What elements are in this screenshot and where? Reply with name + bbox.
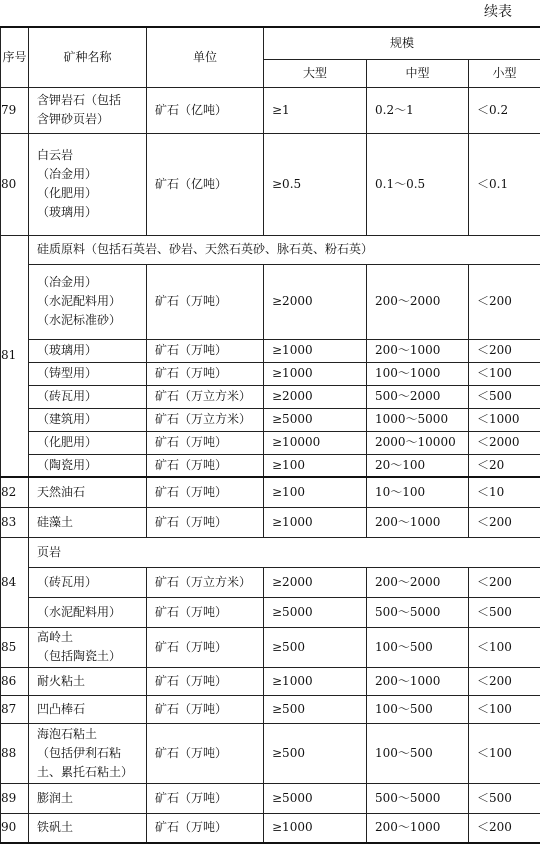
small-value: ＜200 — [469, 567, 540, 597]
medium-value: 0.2～1 — [367, 87, 469, 133]
row-number: 83 — [1, 507, 29, 537]
small-value: ＜500 — [469, 597, 540, 627]
large-value: ≥500 — [264, 695, 367, 723]
mineral-name — [29, 385, 147, 408]
table-row — [1, 537, 540, 567]
medium-value: 200～1000 — [367, 507, 469, 537]
name-line: （砖瓦用） — [37, 574, 98, 589]
large-value: ≥100 — [264, 477, 367, 507]
unit-cell: 矿石（万立方米） — [147, 408, 264, 431]
small-value: ＜200 — [469, 507, 540, 537]
table-row — [1, 627, 540, 667]
row-number: 90 — [1, 813, 29, 843]
mineral-name — [29, 723, 147, 783]
medium-value: 100～1000 — [367, 362, 469, 385]
medium-value: 100～500 — [367, 723, 469, 783]
large-value: ≥100 — [264, 454, 367, 477]
mineral-name — [29, 695, 147, 723]
name-line: （水泥配料用） — [37, 604, 122, 619]
row-number: 86 — [1, 667, 29, 695]
small-value: ＜2000 — [469, 431, 540, 454]
medium-value: 200～2000 — [367, 264, 469, 339]
large-value: ≥1000 — [264, 339, 367, 362]
name-line: （玻璃用） — [37, 343, 98, 357]
header-seq: 序号 — [1, 27, 29, 87]
name-line: （冶金用） — [37, 275, 98, 289]
mineral-name — [29, 362, 147, 385]
mineral-scale-table — [0, 26, 540, 844]
table-row — [1, 133, 540, 235]
small-value: ＜10 — [469, 477, 540, 507]
header-medium: 中型 — [367, 59, 469, 87]
medium-value: 200～2000 — [367, 567, 469, 597]
medium-value: 100～500 — [367, 627, 469, 667]
medium-value: 500～5000 — [367, 783, 469, 813]
table-row — [1, 695, 540, 723]
row-number: 81 — [1, 235, 29, 477]
name-line: 硅藻土 — [37, 514, 74, 529]
header-small: 小型 — [469, 59, 540, 87]
small-value: ＜200 — [469, 667, 540, 695]
medium-value: 500～2000 — [367, 385, 469, 408]
medium-value: 200～1000 — [367, 667, 469, 695]
unit-cell: 矿石（万吨） — [147, 813, 264, 843]
small-value: ＜0.2 — [469, 87, 540, 133]
mineral-name — [29, 264, 147, 339]
small-value: ＜200 — [469, 339, 540, 362]
name-line: 天然油石 — [37, 484, 86, 499]
name-line: （包括伊利石粘 — [37, 745, 122, 760]
large-value: ≥1 — [264, 87, 367, 133]
row-number: 82 — [1, 477, 29, 507]
table-row — [1, 507, 540, 537]
row-number: 88 — [1, 723, 29, 783]
large-value: ≥500 — [264, 723, 367, 783]
unit-cell: 矿石（万吨） — [147, 783, 264, 813]
unit-cell: 矿石（万吨） — [147, 477, 264, 507]
table-row — [1, 454, 540, 477]
name-line: 土、累托石粘土） — [37, 764, 134, 779]
medium-value: 2000～10000 — [367, 431, 469, 454]
mineral-name — [29, 477, 147, 507]
unit-cell: 矿石（万吨） — [147, 264, 264, 339]
unit-cell: 矿石（万吨） — [147, 339, 264, 362]
large-value: ≥2000 — [264, 385, 367, 408]
large-value: ≥2000 — [264, 567, 367, 597]
large-value: ≥500 — [264, 627, 367, 667]
group-title: 页岩 — [29, 537, 540, 567]
name-line: （冶金用） — [37, 167, 98, 181]
table-row — [1, 567, 540, 597]
large-value: ≥5000 — [264, 597, 367, 627]
large-value: ≥10000 — [264, 431, 367, 454]
table-row — [1, 264, 540, 339]
table-row — [1, 723, 540, 783]
small-value: ＜200 — [469, 264, 540, 339]
table-row — [1, 235, 540, 264]
name-line: （水泥标准砂） — [37, 313, 122, 327]
table-row — [1, 597, 540, 627]
medium-value: 200～1000 — [367, 813, 469, 843]
name-line: （化肥用） — [37, 435, 98, 449]
mineral-name — [29, 454, 147, 477]
name-line: （陶瓷用） — [37, 457, 98, 472]
unit-cell: 矿石（万立方米） — [147, 385, 264, 408]
mineral-name — [29, 133, 147, 235]
table-row — [1, 783, 540, 813]
name-line: 膨润土 — [37, 790, 74, 805]
unit-cell: 矿石（万吨） — [147, 627, 264, 667]
row-number: 79 — [1, 87, 29, 133]
name-line: 含钾砂页岩） — [37, 112, 110, 126]
large-value: ≥1000 — [264, 813, 367, 843]
continued-label: 续表 — [484, 4, 512, 20]
unit-cell: 矿石（万吨） — [147, 695, 264, 723]
header-mineral: 矿种名称 — [29, 27, 147, 87]
medium-value: 500～5000 — [367, 597, 469, 627]
unit-cell: 矿石（万吨） — [147, 362, 264, 385]
large-value: ≥5000 — [264, 408, 367, 431]
name-line: （水泥配料用） — [37, 294, 122, 308]
small-value: ＜500 — [469, 783, 540, 813]
medium-value: 10～100 — [367, 477, 469, 507]
table-row — [1, 362, 540, 385]
unit-cell: 矿石（亿吨） — [147, 133, 264, 235]
medium-value: 100～500 — [367, 695, 469, 723]
large-value: ≥5000 — [264, 783, 367, 813]
mineral-name — [29, 667, 147, 695]
row-number: 85 — [1, 627, 29, 667]
medium-value: 0.1～0.5 — [367, 133, 469, 235]
mineral-name — [29, 567, 147, 597]
large-value: ≥1000 — [264, 362, 367, 385]
medium-value: 20～100 — [367, 454, 469, 477]
name-line: 含钾岩石（包括 — [37, 93, 122, 107]
row-number: 89 — [1, 783, 29, 813]
small-value: ＜1000 — [469, 408, 540, 431]
large-value: ≥2000 — [264, 264, 367, 339]
table-row — [1, 339, 540, 362]
mineral-name — [29, 339, 147, 362]
table-row — [1, 431, 540, 454]
small-value: ＜100 — [469, 723, 540, 783]
name-line: （砖瓦用） — [37, 389, 98, 403]
name-line: （玻璃用） — [37, 205, 98, 219]
name-line: （建筑用） — [37, 412, 98, 426]
table-row — [1, 477, 540, 507]
unit-cell: 矿石（亿吨） — [147, 87, 264, 133]
header-scale: 规模 — [264, 27, 540, 59]
name-line: 凹凸棒石 — [37, 701, 86, 716]
name-line: （铸型用） — [37, 366, 98, 380]
mineral-name — [29, 813, 147, 843]
name-line: 高岭土 — [37, 630, 74, 644]
unit-cell: 矿石（万吨） — [147, 723, 264, 783]
name-line: 耐火粘土 — [37, 673, 86, 688]
row-number: 80 — [1, 133, 29, 235]
header-large: 大型 — [264, 59, 367, 87]
small-value: ＜500 — [469, 385, 540, 408]
unit-cell: 矿石（万吨） — [147, 667, 264, 695]
small-value: ＜100 — [469, 627, 540, 667]
name-line: （包括陶瓷土） — [37, 649, 122, 663]
table-row — [1, 813, 540, 843]
unit-cell: 矿石（万立方米） — [147, 567, 264, 597]
small-value: ＜20 — [469, 454, 540, 477]
table-row — [1, 408, 540, 431]
small-value: ＜200 — [469, 813, 540, 843]
mineral-name — [29, 507, 147, 537]
mineral-name — [29, 627, 147, 667]
medium-value: 200～1000 — [367, 339, 469, 362]
mineral-name — [29, 87, 147, 133]
small-value: ＜100 — [469, 695, 540, 723]
large-value: ≥1000 — [264, 667, 367, 695]
row-number: 87 — [1, 695, 29, 723]
row-number: 84 — [1, 537, 29, 627]
mineral-name — [29, 408, 147, 431]
name-line: 铁矾土 — [37, 820, 74, 835]
unit-cell: 矿石（万吨） — [147, 507, 264, 537]
unit-cell: 矿石（万吨） — [147, 431, 264, 454]
name-line: （化肥用） — [37, 186, 98, 200]
name-line: 白云岩 — [37, 148, 74, 162]
large-value: ≥0.5 — [264, 133, 367, 235]
large-value: ≥1000 — [264, 507, 367, 537]
unit-cell: 矿石（万吨） — [147, 454, 264, 477]
table-row — [1, 87, 540, 133]
small-value: ＜0.1 — [469, 133, 540, 235]
name-line: 海泡石粘土 — [37, 726, 98, 741]
group-title: 硅质原料（包括石英岩、砂岩、天然石英砂、脉石英、粉石英） — [29, 235, 540, 264]
unit-cell: 矿石（万吨） — [147, 597, 264, 627]
table-row — [1, 385, 540, 408]
medium-value: 1000～5000 — [367, 408, 469, 431]
mineral-name — [29, 597, 147, 627]
small-value: ＜100 — [469, 362, 540, 385]
header-unit: 单位 — [147, 27, 264, 87]
mineral-name — [29, 431, 147, 454]
table-row — [1, 667, 540, 695]
mineral-name — [29, 783, 147, 813]
